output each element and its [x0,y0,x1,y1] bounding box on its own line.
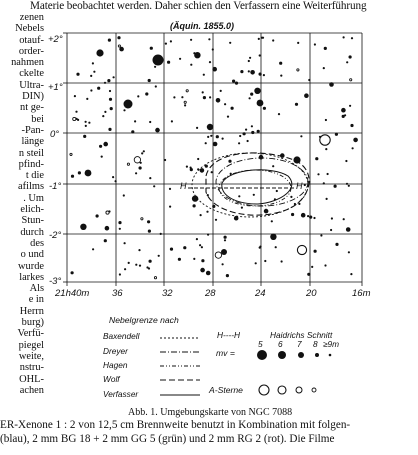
legend-a-stars-label: A-Sterne [209,385,243,395]
left-text-fragment: -Pan- [21,124,44,136]
left-text-fragment: weite, [18,350,44,362]
x-tick-label: 28 [205,288,216,299]
left-text-fragment: nstru- [19,362,44,374]
legend-mag-9 [329,354,332,357]
y-tick-label: +1° [48,82,63,93]
left-text-fragment: achen [19,384,44,396]
legend-cut-marker: H----H [217,330,241,340]
left-text-fragment: o und [20,249,44,261]
x-tick-label: 36 [112,288,123,299]
x-tick-label: 24 [255,288,266,299]
left-text-fragment: nt ge- [20,102,44,114]
legend-mag-value: 8 [313,339,318,349]
left-text-fragment: e in [28,294,44,306]
cut-end-label: H [296,181,303,191]
x-tick-label: 16m [352,288,371,299]
left-text-fragment: ckelte [19,68,44,80]
left-text-fragment: t die [25,170,44,182]
top-text-line: Materie beobachtet werden. Daher schien den Verfassern eine Weiterführung [30,0,367,12]
legend-mag-6 [278,351,286,359]
left-text-fragment: n steil [18,147,44,159]
x-tick-label: 20 [306,288,317,299]
legend-a-star [278,386,286,394]
left-text-fragment: nahmen [11,57,44,69]
left-text-fragment: Nebels [15,23,44,35]
legend-a-star [312,388,316,392]
left-text-fragment: bei [31,113,44,125]
left-text-fragment: durch [20,226,44,238]
legend-entry: Verfasser [103,389,139,399]
legend-a-star [296,387,302,393]
x-tick-label: 21h40m [55,288,90,299]
left-text-fragment: OHL- [19,373,44,385]
legend-entry: Wolf [103,374,120,384]
legend-mag-label: mv = [216,348,235,358]
left-text-fragment: länge [21,136,44,148]
legend-mag-value: 5 [258,339,263,349]
legend-entry: Dreyer [103,346,128,356]
y-tick-label: -1° [49,181,62,192]
left-text-fragment: order- [18,45,44,57]
left-text-fragment: Verfü- [17,328,44,340]
legend-mag-7 [298,352,304,358]
legend-cut-label: Haidrichs Schnitt [270,330,333,340]
legend-mag-value: 6 [278,339,283,349]
legend-mag-8 [315,353,319,357]
legend-entry: Hagen [103,360,128,370]
left-text-fragment: piegel [18,339,44,351]
legend-nebula-title: Nebelgrenze nach [109,315,179,325]
left-text-fragment: Herrn [19,305,44,317]
left-text-fragment: DIN) [22,91,44,103]
figure-caption: Abb. 1. Umgebungskarte von NGC 7088 [128,407,293,418]
left-text-fragment: . Um [23,192,44,204]
left-text-fragment: burg) [21,317,44,329]
left-text-fragment: zenen [19,12,44,23]
left-text-fragment: elich- [20,204,44,216]
left-text-fragment: wurde [18,260,44,272]
cut-end-label: H [180,181,187,191]
legend-mag-value: ≥9m [323,339,340,349]
left-text-fragment: larkes [19,271,44,283]
left-text-fragment: Als [29,283,44,295]
left-text-fragment: des [30,237,44,249]
x-tick-label: 32 [162,288,173,299]
legend-entry: Baxendell [103,331,140,341]
left-text-fragment: Ultra- [19,79,44,91]
left-text-fragment: pfind- [18,158,44,170]
y-tick-label: -3° [49,276,62,287]
left-text-fragment: afilms [18,181,44,193]
bottom-text-line: ER-Xenone 1 : 2 von 12,5 cm Brennweite benutzt in Kombination mit folgen- [0,419,351,431]
left-text-fragment: otauf- [19,34,44,46]
legend-mag-5 [257,350,267,360]
figure-title: (Äquin. 1855.0) [170,21,235,31]
bottom-text-line: (blau), 2 mm BG 18 + 2 mm GG 5 (grün) und 2 mm RG 2 (rot). Die Filme [0,433,335,445]
y-tick-label: -2° [49,230,62,241]
y-tick-label: +2° [48,34,63,45]
legend-a-star [259,385,269,395]
y-tick-label: 0° [50,129,60,140]
legend-mag-value: 7 [297,339,302,349]
left-text-fragment: Stun- [21,215,44,227]
